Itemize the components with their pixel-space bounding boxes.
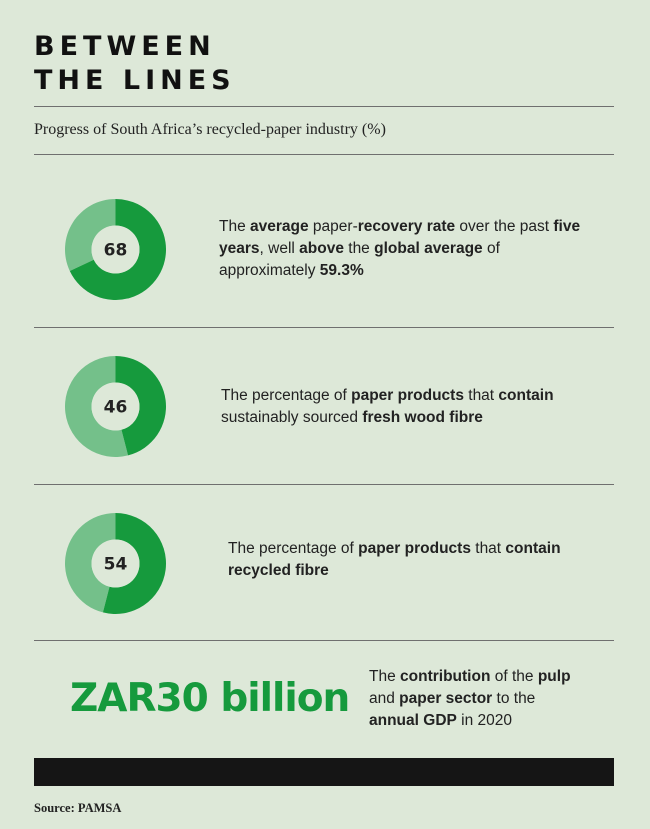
title-line-2: THE LINES xyxy=(34,65,236,96)
divider xyxy=(34,327,614,328)
page-subtitle: Progress of South Africa’s recycled-paper industry (%) xyxy=(34,121,386,138)
divider xyxy=(34,106,614,107)
gdp-contribution-value: ZAR30 billion xyxy=(70,676,350,721)
title-line-1: BETWEEN xyxy=(34,31,216,62)
donut-chart xyxy=(65,513,166,614)
divider xyxy=(34,154,614,155)
source-note: Source: PAMSA xyxy=(34,801,122,815)
donut-chart xyxy=(65,356,166,457)
donut-value-label: 68 xyxy=(103,240,128,261)
donut-value-label: 46 xyxy=(103,397,128,418)
stat-description: The percentage of paper products that contain recycled fibre xyxy=(228,540,561,579)
stat-description: The average paper-recovery rate over the past five years, well above the global average of approximately 59.3% xyxy=(219,218,581,279)
divider xyxy=(34,484,614,485)
donut-chart xyxy=(65,199,166,300)
donut-value-label: 54 xyxy=(103,554,128,575)
stat-description: The percentage of paper products that contain sustainably sourced fresh wood fibre xyxy=(221,387,554,426)
footer-bar xyxy=(34,758,614,786)
divider xyxy=(34,640,614,641)
page-title xyxy=(34,30,236,98)
gdp-contribution-description: The contribution of the pulp and paper sector to the annual GDP in 2020 xyxy=(369,668,571,729)
